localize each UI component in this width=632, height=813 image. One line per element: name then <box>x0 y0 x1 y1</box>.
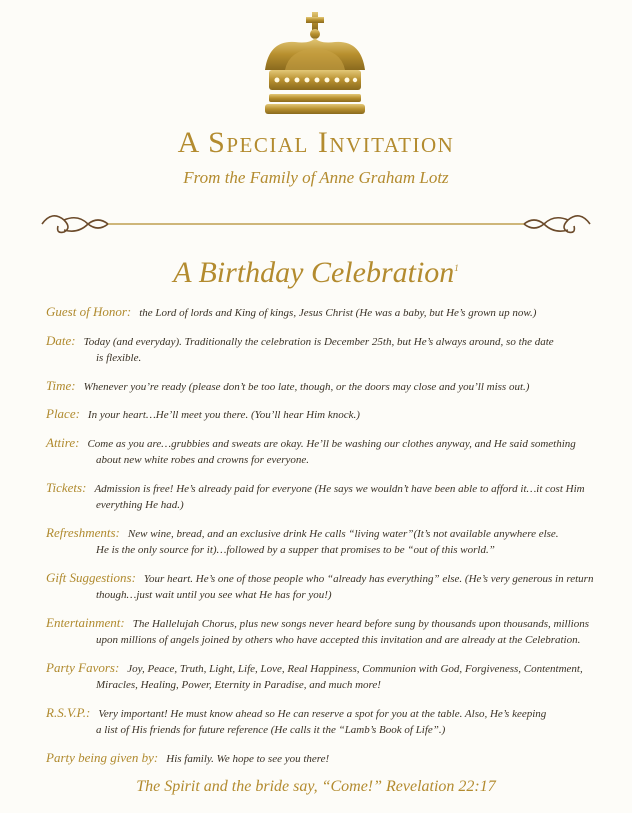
detail-entry <box>46 333 606 367</box>
detail-label: R.S.V.P.: <box>46 704 91 720</box>
detail-entry <box>46 570 606 604</box>
detail-text-continued: everything He had.) <box>96 499 184 511</box>
detail-text: His family. We hope to see you there! <box>166 752 330 765</box>
detail-entry <box>46 406 606 424</box>
detail-text: Come as you are…grubbies and sweats are okay. He’ll be washing our clothes anyway, and He said something <box>87 437 576 450</box>
detail-entry <box>46 615 606 649</box>
detail-label: Party being given by: <box>46 749 159 765</box>
detail-text-continued: though…just wait until you see what He has for you!) <box>96 589 332 601</box>
detail-entry <box>46 480 606 514</box>
celebration-heading <box>0 256 632 290</box>
invitation-title: A Special Invitation <box>177 126 455 159</box>
detail-label: Date: <box>46 332 76 348</box>
detail-text: In your heart…He’ll meet you there. (You’ll hear Him knock.) <box>87 409 360 421</box>
detail-label: Party Favors: <box>46 659 120 675</box>
scripture-footer: The Spirit and the bride say, “Come!” Revelation 22:17 <box>136 778 496 795</box>
detail-text: Today (and everyday). Traditionally the celebration is December 25th, but He’s always around, so the date <box>83 335 554 348</box>
detail-text-continued: about new white robes and crowns for everyone. <box>96 454 310 466</box>
detail-entry <box>46 378 606 396</box>
detail-entry <box>46 435 606 469</box>
detail-label: Attire: <box>46 434 80 450</box>
detail-label: Gift Suggestions: <box>46 569 136 585</box>
heading-text: A Birthday Celebration <box>173 256 455 289</box>
detail-text: Admission is free! He’s already paid for everyone (He says we wouldn’t have been able to afford it…it cost Him <box>94 482 585 495</box>
detail-text: The Hallelujah Chorus, plus new songs never heard before sung by thousands upon thousands, millions <box>132 617 590 630</box>
detail-text-continued: is flexible. <box>96 352 142 364</box>
detail-text-continued: Miracles, Healing, Power, Eternity in Paradise, and much more! <box>96 679 381 691</box>
detail-text-continued: He is the only source for it)…followed by a supper that promises to be “out of this world.” <box>96 544 495 556</box>
crown-icon <box>255 10 375 120</box>
heading-superscript: 1 <box>454 263 459 273</box>
detail-entry <box>46 304 606 322</box>
invitation-subtitle: From the Family of Anne Graham Lotz <box>183 168 449 187</box>
flourish-divider <box>38 206 594 242</box>
detail-entry <box>46 705 606 739</box>
detail-text: Very important! He must know ahead so He can reserve a spot for you at the table. Also, He’s keeping <box>98 707 547 720</box>
detail-label: Guest of Honor: <box>46 304 132 319</box>
detail-text: New wine, bread, and an exclusive drink He calls “living water”(It’s not available anywhere else. <box>127 527 559 540</box>
detail-label: Entertainment: <box>46 614 125 630</box>
detail-text: Joy, Peace, Truth, Light, Life, Love, Real Happiness, Communion with God, Forgiveness, Contentment, <box>127 662 583 675</box>
details-list <box>46 304 606 778</box>
detail-entry <box>46 660 606 694</box>
detail-text: Whenever you’re ready (please don’t be too late, though, or the doors may close and you’ll miss out.) <box>83 380 530 393</box>
detail-text-continued: a list of His friends for future reference (He calls it the “Lamb’s Book of Life”.) <box>96 724 446 736</box>
detail-label: Refreshments: <box>46 524 120 540</box>
detail-text-continued: upon millions of angels joined by others who have accepted this invitation and are already at the Celebration. <box>96 634 581 646</box>
detail-label: Time: <box>46 377 76 393</box>
detail-entry <box>46 750 606 768</box>
detail-entry <box>46 525 606 559</box>
detail-label: Tickets: <box>46 479 87 495</box>
detail-text: Your heart. He’s one of those people who “already has everything” else. (He’s very generous in return <box>143 572 594 585</box>
detail-text: the Lord of lords and King of kings, Jesus Christ (He was a baby, but He’s grown up now.) <box>139 307 537 319</box>
detail-label: Place: <box>46 406 80 421</box>
